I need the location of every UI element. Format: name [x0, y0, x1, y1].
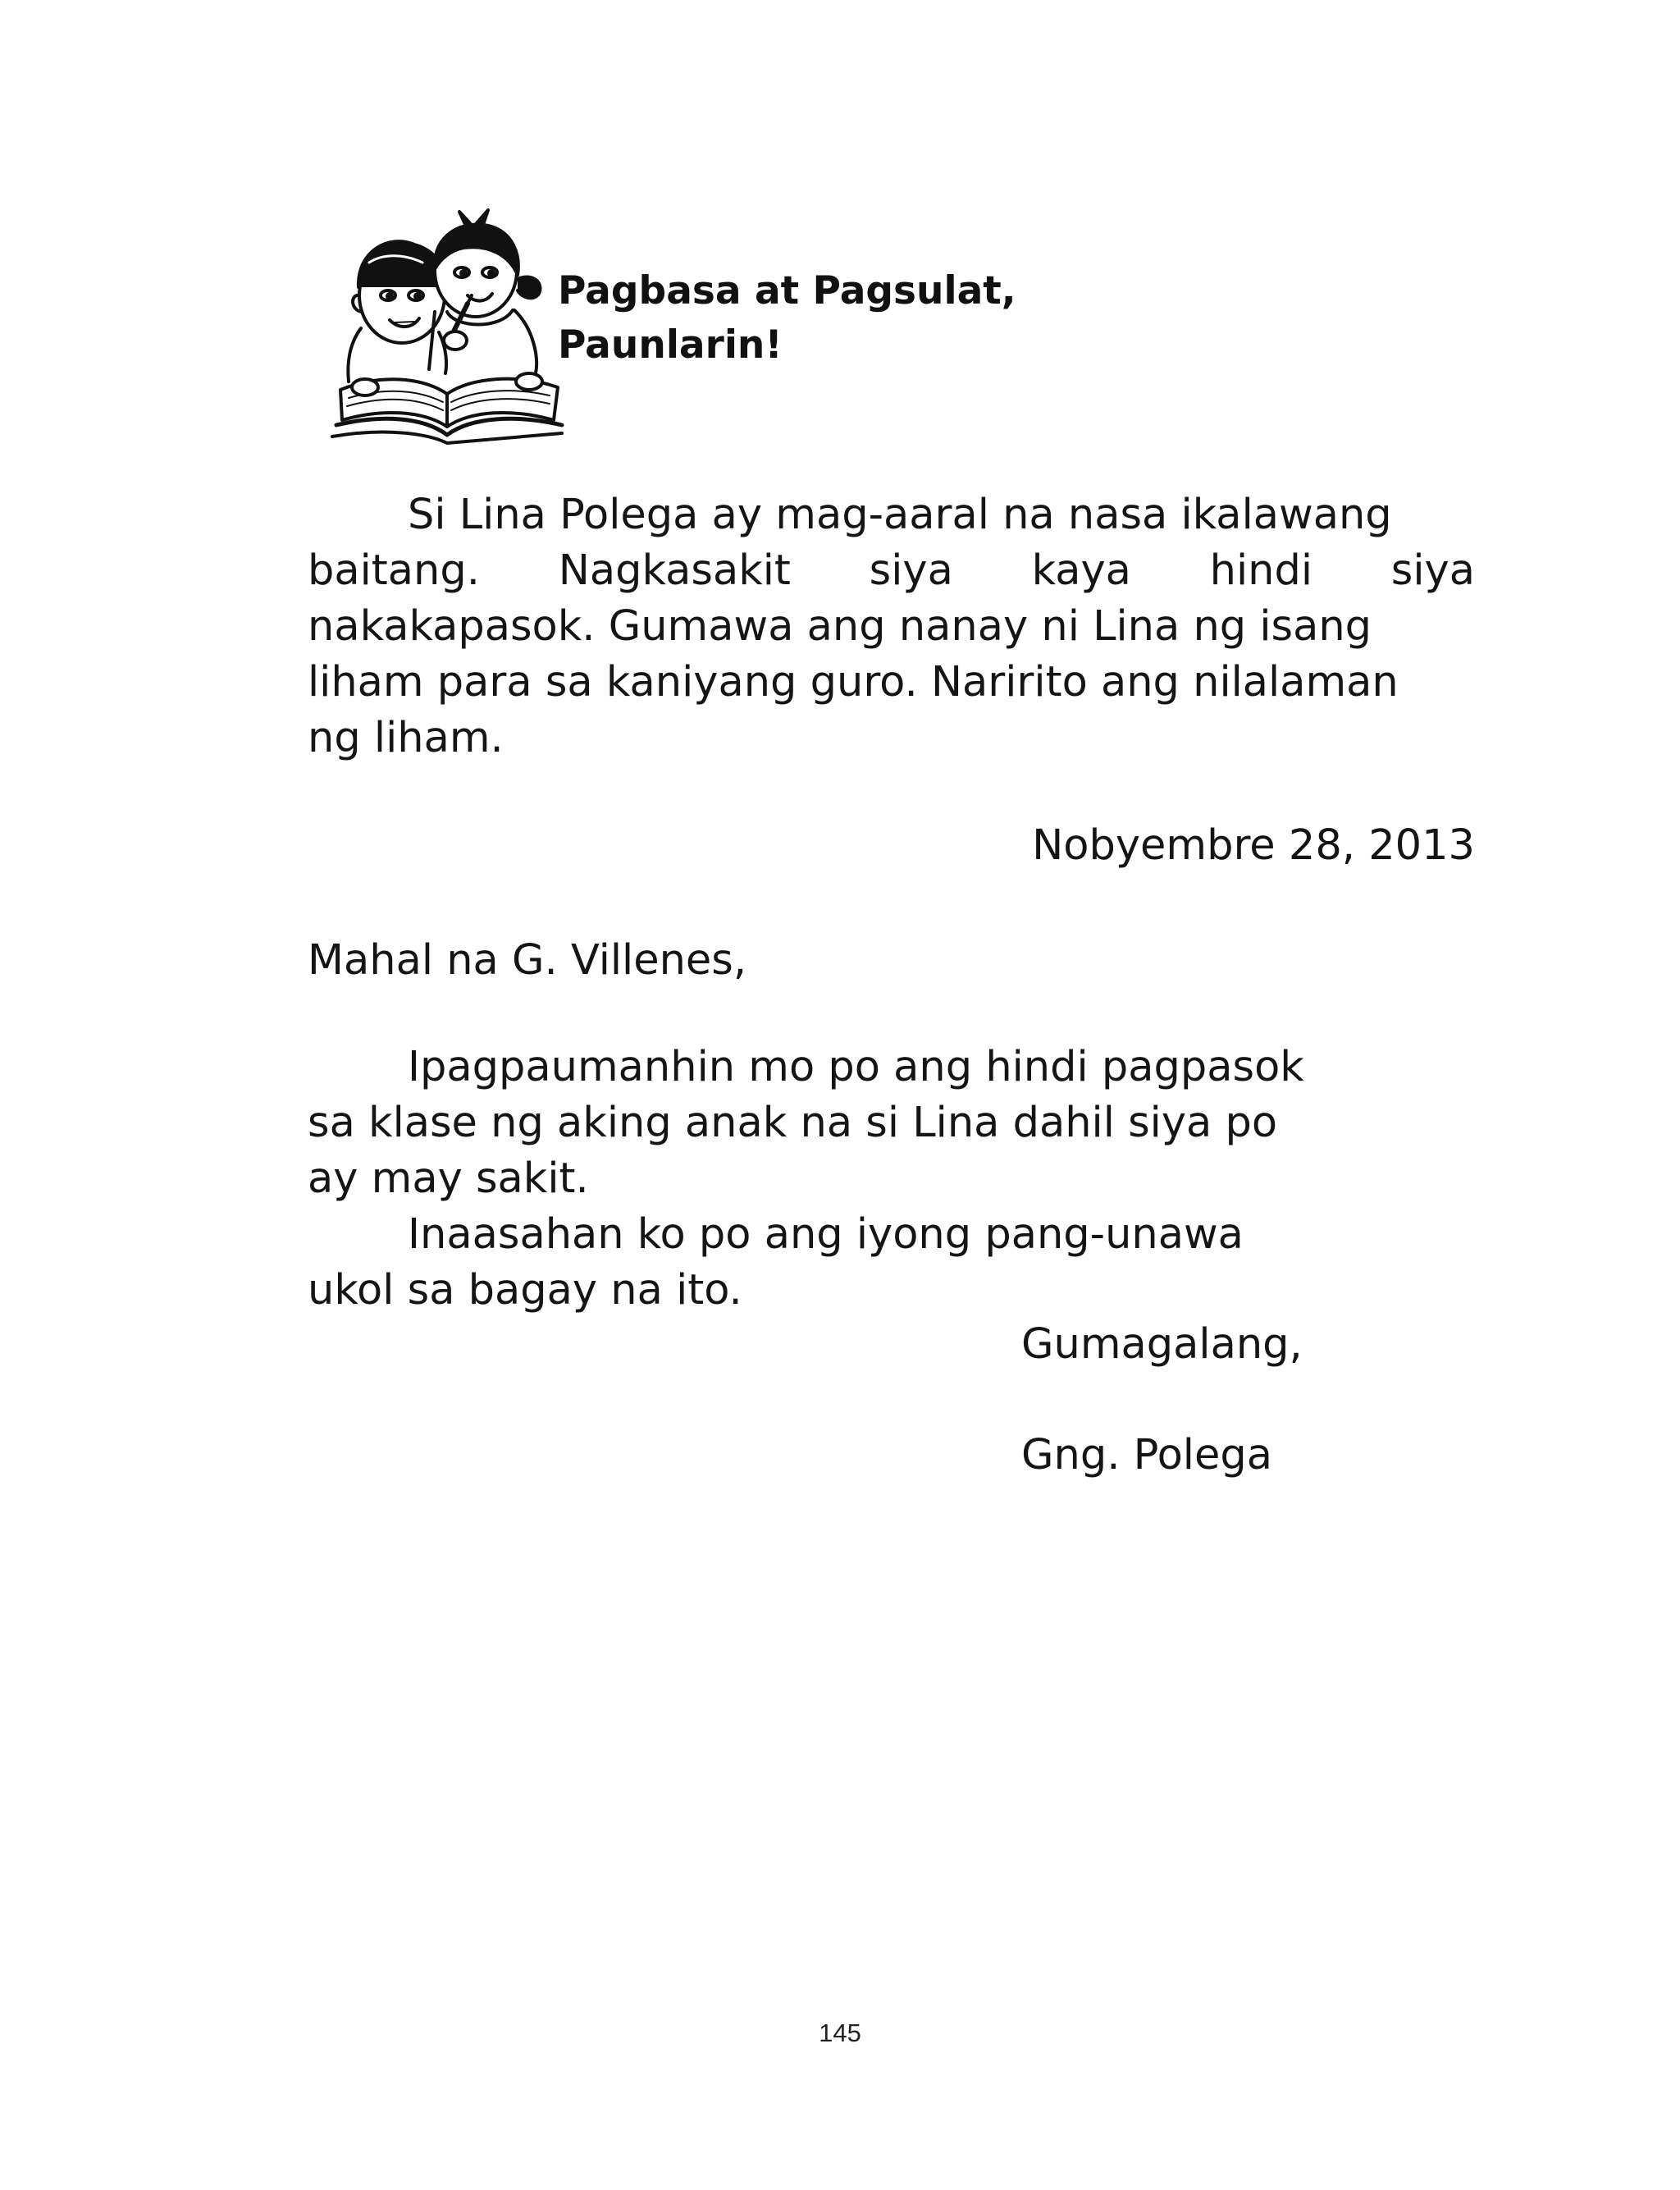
section-heading — [558, 264, 1016, 373]
intro-paragraph — [308, 487, 1475, 766]
intro-line-5-text: ng liham. — [308, 714, 504, 762]
children-reading-book-icon — [324, 205, 570, 447]
intro-word: siya — [869, 546, 953, 595]
intro-line-1-text: Si Lina Polega ay mag-aaral na nasa ikalawang — [408, 491, 1392, 539]
letter-body-line: ay may sakit. — [308, 1154, 589, 1203]
intro-line-3 — [308, 599, 1475, 655]
intro-line-4-text: liham para sa kaniyang guro. Naririto ang nilalaman — [308, 658, 1399, 706]
letter-body-line: Inaasahan ko po ang iyong pang-unawa — [408, 1210, 1244, 1259]
intro-line-4 — [308, 655, 1475, 711]
intro-word: baitang. — [308, 546, 480, 595]
page-number: 145 — [819, 2019, 861, 2047]
letter-body-line: ukol sa bagay na ito. — [308, 1266, 742, 1314]
intro-line-2 — [308, 543, 1475, 599]
letter-signature: Gng. Polega — [1021, 1431, 1272, 1479]
letter-body — [308, 1040, 1304, 1319]
letter-salutation: Mahal na G. Villenes, — [308, 936, 747, 985]
intro-word: hindi — [1209, 546, 1313, 595]
letter-body-line: Ipagpaumanhin mo po ang hindi pagpasok — [408, 1043, 1304, 1091]
heading-line-1: Pagbasa at Pagsulat, — [558, 268, 1016, 313]
intro-line-5 — [308, 711, 1475, 766]
letter-closing: Gumagalang, — [1021, 1320, 1303, 1369]
intro-word: Nagkasakit — [558, 546, 791, 595]
intro-line-1 — [308, 487, 1475, 543]
intro-line-3-text: nakakapasok. Gumawa ang nanay ni Lina ng isang — [308, 602, 1372, 651]
letter-body-line: sa klase ng aking anak na si Lina dahil siya po — [308, 1099, 1278, 1147]
intro-word: siya — [1390, 546, 1475, 595]
intro-word: kaya — [1031, 546, 1131, 595]
heading-line-2: Paunlarin! — [558, 322, 783, 368]
letter-date: Nobyembre 28, 2013 — [1032, 821, 1475, 870]
